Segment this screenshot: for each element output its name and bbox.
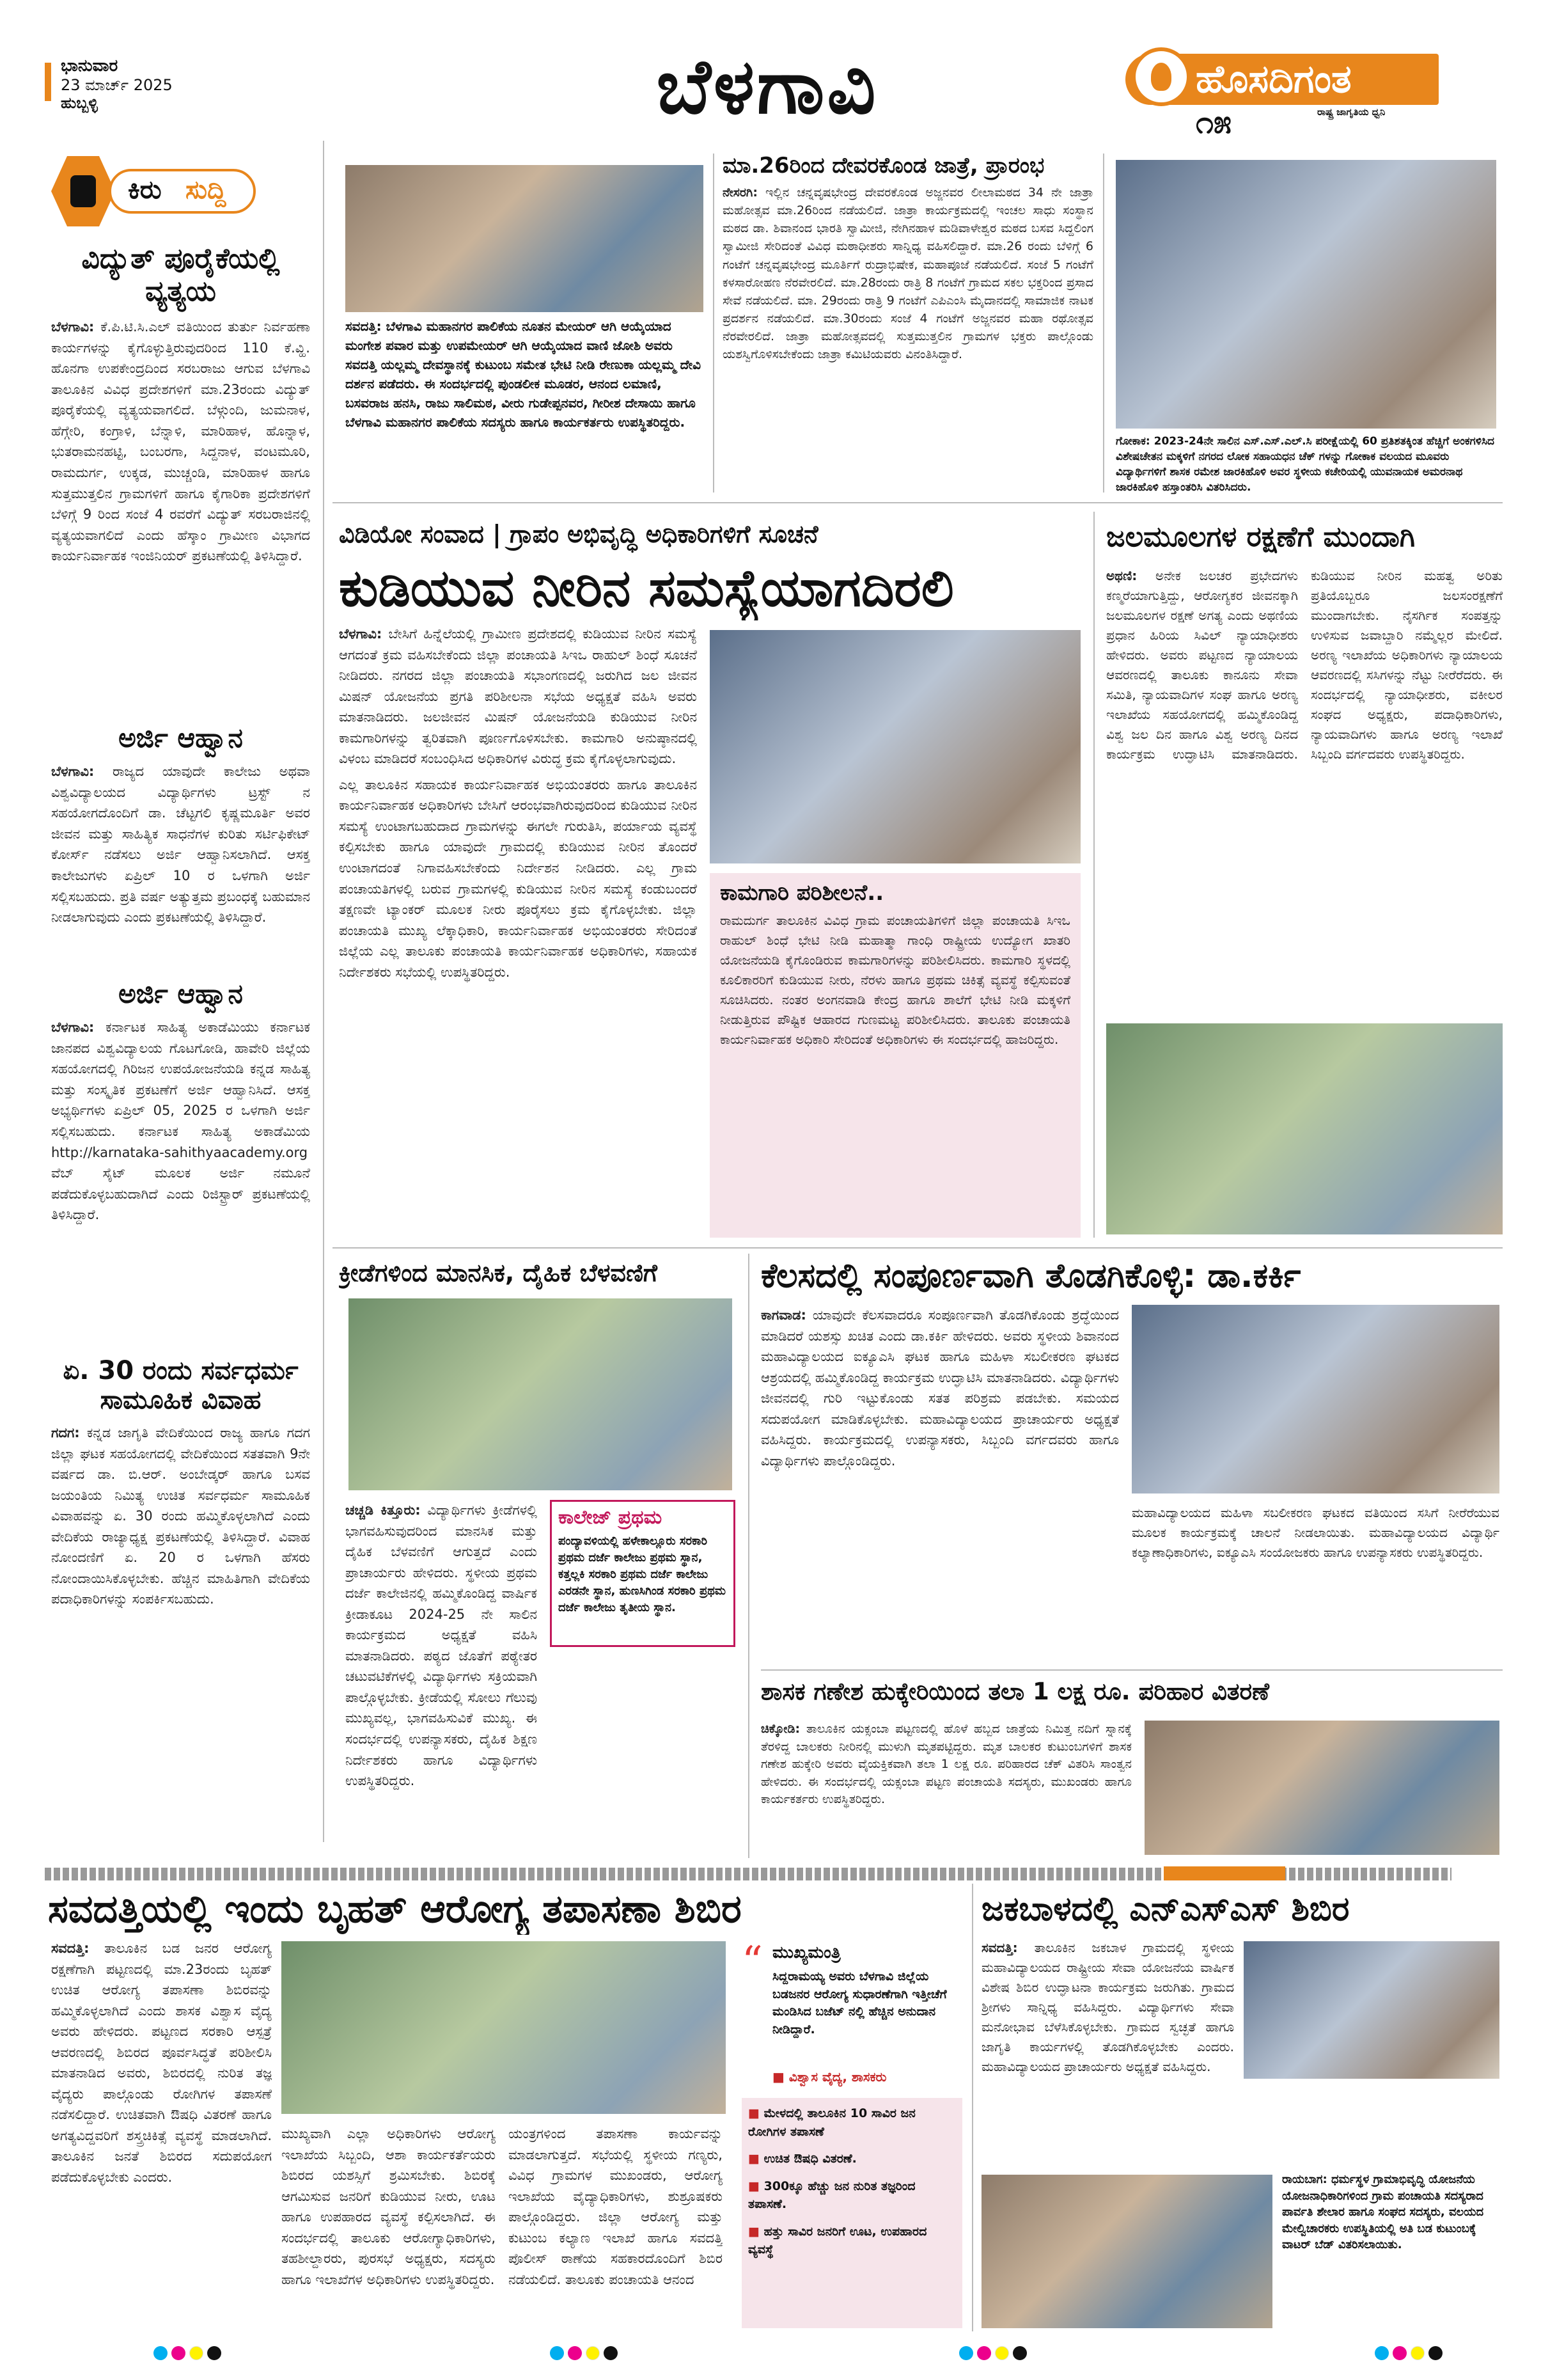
brief-2-loc: ಬೆಳಗಾವಿ:	[51, 764, 95, 780]
city-label: ಹುಬ್ಬಳ್ಳಿ	[61, 94, 98, 112]
emblem-icon	[1132, 47, 1191, 106]
sports-body	[345, 1500, 537, 1858]
sports-box-title: ಕಾಲೇಜ್ ಪ್ರಥಮ	[558, 1506, 662, 1529]
hukkeri-body	[761, 1721, 1132, 1858]
registration-dot	[568, 2346, 582, 2360]
registration-dot	[1393, 2346, 1407, 2360]
registration-dot	[977, 2346, 991, 2360]
brief-4-title: ಏ. 30 ರಂದು ಸರ್ವಧರ್ಮ ಸಾಮೂಹಿಕ ವಿವಾಹ	[63, 1356, 299, 1415]
kirusuddi-pill	[109, 169, 256, 214]
brief-3-text: ಕರ್ನಾಟಕ ಸಾಹಿತ್ಯ ಅಕಾಡೆಮಿಯು ಕರ್ನಾಟಕ ಜಾನಪದ ವಿಶ್ವವಿದ್ಯಾಲಯ ಗೊಟಗೋಡಿ, ಹಾವೇರಿ ಜಿಲ್ಲೆಯ ಸಹಯೋಗದಲ್ಲಿ ಗಿರಿಜನ ಉಪಯೋಜನೆಯಡಿ ಕನ್ನಡ ಸಾಹಿತ್ಯ ಮತ್ತು ಸಂಸ್ಕೃತಿಕ ಪ್ರಕಟಣೆಗೆ ಅರ್ಜಿ ಆಹ್ವಾನಿಸಿದೆ. ಆಸಕ್ತ ಅಭ್ಯರ್ಥಿಗಳು ಏಪ್ರಿಲ್ 05, 2025 ರ ಒಳಗಾಗಿ ಅರ್ಜಿ ಸಲ್ಲಿಸಬಹುದು. ಕರ್ನಾಟಕ ಸಾಹಿತ್ಯ ಅಕಾಡೆಮಿಯ http://karnataka-sahithyaacademy.org ವೆಬ್ ಸೈಟ್ ಮೂಲಕ ಅರ್ಜಿ ನಮೂನೆ ಪಡೆದುಕೊಳ್ಳಬಹುದಾಗಿದೆ ಎಂದು ರಿಜಿಸ್ಟ್ರಾರ್ ಪ್ರಕಟಣೆಯಲ್ಲಿ ತಿಳಿಸಿದ್ದಾರೆ.	[51, 1020, 310, 1223]
jala-text: ಅನೇಕ ಜಲಚರ ಪ್ರಭೇದಗಳು ಕಣ್ಮರೆಯಾಗುತ್ತಿದ್ದು, ಆರೋಗ್ಯಕರ ಜೀವನಕ್ಕಾಗಿ ಜಲಮೂಲಗಳ ರಕ್ಷಣೆ ಅಗತ್ಯ ಎಂದು ಅಥಣಿಯ ಪ್ರಧಾನ ಹಿರಿಯ ಸಿವಿಲ್ ನ್ಯಾಯಾಧೀಶರು ಹೇಳಿದರು. ಅವರು ಪಟ್ಟಣದ ನ್ಯಾಯಾಲಯ ಆವರಣದಲ್ಲಿ ತಾಲೂಕು ಕಾನೂನು ಸೇವಾ ಸಮಿತಿ, ನ್ಯಾಯವಾದಿಗಳ ಸಂಘ ಹಾಗೂ ಅರಣ್ಯ ಇಲಾಖೆಯ ಸಹಯೋಗದಲ್ಲಿ ಹಮ್ಮಿಕೊಂಡಿದ್ದ ವಿಶ್ವ ಜಲ ದಿನ ಹಾಗೂ ವಿಶ್ವ ಅರಣ್ಯ ದಿನದ ಕಾರ್ಯಕ್ರಮ ಉದ್ಘಾಟಿಸಿ ಮಾತನಾಡಿದರು. ಕುಡಿಯುವ ನೀರಿನ ಮಹತ್ವ ಅರಿತು ಪ್ರತಿಯೊಬ್ಬರೂ ಜಲಸಂರಕ್ಷಣೆಗೆ ಮುಂದಾಗಬೇಕು. ನೈಸರ್ಗಿಕ ಸಂಪತ್ತನ್ನು ಉಳಿಸುವ ಜವಾಬ್ದಾರಿ ನಮ್ಮೆಲ್ಲರ ಮೇಲಿದೆ. ಅರಣ್ಯ ಇಲಾಖೆಯ ಅಧಿಕಾರಿಗಳು ನ್ಯಾಯಾಲಯ ಆವರಣದಲ್ಲಿ ಸಸಿಗಳನ್ನು ನೆಟ್ಟು ನೀರೆರೆದರು. ಈ ಸಂದರ್ಭದಲ್ಲಿ ನ್ಯಾಯಾಧೀಶರು, ವಕೀಲರ ಸಂಘದ ಅಧ್ಯಕ್ಷರು, ಪದಾಧಿಕಾರಿಗಳು, ನ್ಯಾಯವಾದಿಗಳು ಹಾಗೂ ಅರಣ್ಯ ಇಲಾಖೆ ಸಿಬ್ಬಂದಿ ವರ್ಗದವರು ಉಪಸ್ಥಿತರಿದ್ದರು.	[1106, 568, 1503, 762]
health-text-1: ತಾಲೂಕಿನ ಬಡ ಜನರ ಆರೋಗ್ಯ ರಕ್ಷಣೆಗಾಗಿ ಪಟ್ಟಣದಲ್ಲಿ ಮಾ.23ರಂದು ಬೃಹತ್ ಉಚಿತ ಆರೋಗ್ಯ ತಪಾಸಣಾ ಶಿಬಿರವನ್ನು ಹಮ್ಮಿಕೊಳ್ಳಲಾಗಿದೆ ಎಂದು ಶಾಸಕ ವಿಶ್ವಾಸ ವೈದ್ಯ ಅವರು ಹೇಳಿದರು. ಪಟ್ಟಣದ ಸರಕಾರಿ ಆಸ್ಪತ್ರೆ ಆವರಣದಲ್ಲಿ ಶಿಬಿರದ ಪೂರ್ವಸಿದ್ಧತೆ ಪರಿಶೀಲಿಸಿ ಮಾತನಾಡಿದ ಅವರು, ಶಿಬಿರದಲ್ಲಿ ನುರಿತ ತಜ್ಞ ವೈದ್ಯರು ಪಾಲ್ಗೊಂಡು ರೋಗಿಗಳ ತಪಾಸಣೆ ನಡೆಸಲಿದ್ದಾರೆ. ಉಚಿತವಾಗಿ ಔಷಧಿ ವಿತರಣೆ ಹಾಗೂ ಅಗತ್ಯವಿದ್ದವರಿಗೆ ಶಸ್ತ್ರಚಿಕಿತ್ಸೆ ವ್ಯವಸ್ಥೆ ಮಾಡಲಾಗಿದೆ. ತಾಲೂಕಿನ ಜನತೆ ಶಿಬಿರದ ಸದುಪಯೋಗ ಪಡೆದುಕೊಳ್ಳಬೇಕು ಎಂದರು.	[51, 1941, 272, 2186]
kamagari-title: ಕಾಮಗಾರಿ ಪರಿಶೀಲನೆ..	[720, 880, 884, 906]
brief-3-title: ಅರ್ಜಿ ಆಹ್ವಾನ	[118, 979, 243, 1009]
raybag-caption: ರಾಯಬಾಗ: ಧರ್ಮಸ್ಥಳ ಗ್ರಾಮಾಭಿವೃದ್ಧಿ ಯೋಜನೆಯ ಯೋಜನಾಧಿಕಾರಿಗಳಿಂದ ಗ್ರಾಮ ಪಂಚಾಯತಿ ಸದಸ್ಯರಾದ ಪಾರ್ವತಿ ಶೇಲಾರ ಹಾಗೂ ಸಂಘದ ಸದಸ್ಯರು, ವಲಯದ ಮೇಲ್ವಿಚಾರಕರು ಉಪಸ್ಥಿತಿಯಲ್ಲಿ ಅತಿ ಬಡ ಕುಟುಂಬಕ್ಕೆ ವಾಟರ್ ಬೆಡ್ ವಿತರಿಸಲಾಯಿತು.	[1282, 2173, 1484, 2252]
suddi-label: ಸುದ್ದಿ	[185, 175, 226, 205]
registration-dot	[995, 2346, 1009, 2360]
mayor-caption: ಸವದತ್ತಿ: ಬೆಳಗಾವಿ ಮಹಾನಗರ ಪಾಲಿಕೆಯ ನೂತನ ಮೇಯರ್ ಆಗಿ ಆಯ್ಕೆಯಾದ ಮಂಗೇಶ ಪವಾರ ಮತ್ತು ಉಪಮೇಯರ್ ಆಗಿ ಆಯ್ಕೆಯಾದ ವಾಣಿ ಜೋಶಿ ಅವರು ಸವದತ್ತಿ ಯಲ್ಲಮ್ಮ ದೇವಸ್ಥಾನಕ್ಕೆ ಕುಟುಂಬ ಸಮೇತ ಭೇಟಿ ನೀಡಿ ರೇಣುಕಾ ಯಲ್ಲಮ್ಮ ದೇವಿ ದರ್ಶನ ಪಡೆದರು. ಈ ಸಂದರ್ಭದಲ್ಲಿ ಪುಂಡಲೀಕ ಮೂಡರ, ಆನಂದ ಲಮಾಣಿ, ಬಸವರಾಜ ಹನಸಿ, ರಾಜು ಸಾಲಿಮಠ, ವೀರು ಗುಡೇಪ್ಪನವರ, ಗೀರೀಶ ದೇಸಾಯಿ ಹಾಗೂ ಬೆಳಗಾವಿ ಮಹಾನಗರ ಪಾಲಿಕೆಯ ಸದಸ್ಯರು ಹಾಗೂ ಕಾರ್ಯಕರ್ತರು ಉಪಸ್ಥಿತರಿದ್ದರು.	[345, 319, 701, 430]
masthead-orange-bar	[45, 63, 51, 101]
karki-text: ಯಾವುದೇ ಕೆಲಸವಾದರೂ ಸಂಪೂರ್ಣವಾಗಿ ತೊಡಗಿಕೊಂಡು ಶ್ರದ್ಧೆಯಿಂದ ಮಾಡಿದರೆ ಯಶಸ್ಸು ಖಚಿತ ಎಂದು ಡಾ.ಕರ್ಕಿ ಹೇಳಿದರು. ಅವರು ಸ್ಥಳೀಯ ಶಿವಾನಂದ ಮಹಾವಿದ್ಯಾಲಯದ ಐಕ್ಯೂಎಸಿ ಘಟಕ ಹಾಗೂ ಮಹಿಳಾ ಸಬಲೀಕರಣ ಘಟಕದ ಆಶ್ರಯದಲ್ಲಿ ಹಮ್ಮಿಕೊಂಡಿದ್ದ ಕಾರ್ಯಕ್ರಮ ಉದ್ಘಾಟಿಸಿ ಮಾತನಾಡಿದರು. ವಿದ್ಯಾರ್ಥಿಗಳು ಜೀವನದಲ್ಲಿ ಗುರಿ ಇಟ್ಟುಕೊಂಡು ಸತತ ಪರಿಶ್ರಮ ಪಡಬೇಕು. ಸಮಯದ ಸದುಪಯೋಗ ಮಾಡಿಕೊಳ್ಳಬೇಕು. ಮಹಾವಿದ್ಯಾಲಯದ ಪ್ರಾಚಾರ್ಯರು ಅಧ್ಯಕ್ಷತೆ ವಹಿಸಿದ್ದರು. ಕಾರ್ಯಕ್ರಮದಲ್ಲಿ ಉಪನ್ಯಾಸಕರು, ಸಿಬ್ಬಂದಿ ವರ್ಗದವರು ಹಾಗೂ ವಿದ್ಯಾರ್ಥಿಗಳು ಪಾಲ್ಗೊಂಡಿದ್ದರು.	[761, 1307, 1119, 1469]
jala-loc: ಅಥಣಿ:	[1106, 568, 1138, 583]
health-point: ■ ಹತ್ತು ಸಾವಿರ ಜನರಿಗೆ ಊಟ, ಉಪಹಾರದ ವ್ಯವಸ್ಥೆ	[748, 2224, 927, 2257]
health-loc: ಸವದತ್ತಿ:	[51, 1941, 90, 1956]
jatre-story	[723, 154, 1093, 493]
lower-rule	[748, 1254, 749, 1858]
jala-title: ಜಲಮೂಲಗಳ ರಕ್ಷಣೆಗೆ ಮುಂದಾಗಿ	[1106, 521, 1415, 553]
mid-rule	[1093, 512, 1095, 1238]
sports-loc: ಚಚ್ಚಡಿ ಕಿತ್ತೂರು:	[345, 1502, 421, 1518]
jatre-loc: ನೇಸರಗಿ:	[723, 185, 758, 200]
health-col-1	[51, 1938, 272, 2328]
raybag-photo	[982, 2175, 1272, 2328]
left-column-rule	[323, 141, 324, 1842]
health-title: ಸವದತ್ತಿಯಲ್ಲಿ ಇಂದು ಬೃಹತ್ ಆರೋಗ್ಯ ತಪಾಸಣಾ ಶಿಬಿರ	[48, 1887, 742, 1932]
quote-text: ಸಿದ್ದರಾಮಯ್ಯ ಅವರು ಬೆಳಗಾವಿ ಜಿಲ್ಲೆಯ ಬಡಜನರ ಆರೋಗ್ಯ ಸುಧಾರಣೆಗಾಗಿ ಇತ್ತೀಚೆಗೆ ಮಂಡಿಸಿದ ಬಜೆಟ್ ನಲ್ಲಿ ಹೆಚ್ಚಿನ ಅನುದಾನ ನೀಡಿದ್ದಾರೆ.	[772, 1969, 947, 2037]
water-text-1: ಬೇಸಿಗೆ ಹಿನ್ನೆಲೆಯಲ್ಲಿ ಗ್ರಾಮೀಣ ಪ್ರದೇಶದಲ್ಲಿ ಕುಡಿಯುವ ನೀರಿನ ಸಮಸ್ಯೆ ಆಗದಂತೆ ಕ್ರಮ ವಹಿಸಬೇಕೆಂದು ಜಿಲ್ಲಾ ಪಂಚಾಯತಿ ಸಿಇಒ ರಾಹುಲ್ ಶಿಂಧೆ ಸೂಚನೆ ನೀಡಿದರು. ನಗರದ ಜಿಲ್ಲಾ ಪಂಚಾಯತಿ ಸಭಾಂಗಣದಲ್ಲಿ ಜರುಗಿದ ಜಲ ಜೀವನ ಮಿಷನ್ ಯೋಜನೆಯ ಪ್ರಗತಿ ಪರಿಶೀಲನಾ ಸಭೆಯ ಅಧ್ಯಕ್ಷತೆ ವಹಿಸಿ ಅವರು ಮಾತನಾಡಿದರು. ಜಲಜೀವನ ಮಿಷನ್ ಯೋಜನೆಯಡಿ ಕುಡಿಯುವ ನೀರಿನ ಕಾಮಗಾರಿಗಳನ್ನು ತ್ವರಿತವಾಗಿ ಪೂರ್ಣಗೊಳಿಸಬೇಕು. ಕಾಮಗಾರಿ ಅನುಷ್ಠಾನದಲ್ಲಿ ವಿಳಂಬ ಮಾಡಿದರೆ ಸಂಬಂಧಿಸಿದ ಅಧಿಕಾರಿಗಳ ವಿರುದ್ಧ ಕ್ರಮ ಕೈಗೊಳ್ಳಲಾಗುವುದು.	[339, 626, 697, 767]
bottom-orange-band	[1164, 1866, 1285, 1880]
brief-2	[51, 723, 310, 979]
karki-body	[761, 1305, 1119, 1663]
sports-title: ಕ್ರೀಡೆಗಳಿಂದ ಮಾನಸಿಕ, ದೈಹಿಕ ಬೆಳವಣಿಗೆ	[339, 1259, 657, 1287]
sports-photo	[348, 1298, 732, 1490]
page-number: ೧೫	[1196, 104, 1232, 141]
brief-2-title: ಅರ್ಜಿ ಆಹ್ವಾನ	[118, 723, 243, 753]
brief-4-text: ಕನ್ನಡ ಜಾಗೃತಿ ವೇದಿಕೆಯಿಂದ ರಾಜ್ಯ ಹಾಗೂ ಗದಗ ಜಿಲ್ಲಾ ಘಟಕ ಸಹಯೋಗದಲ್ಲಿ ವೇದಿಕೆಯಿಂದ ಸತತವಾಗಿ 9ನೇ ವರ್ಷದ ಡಾ. ಬಿ.ಆರ್. ಅಂಬೇಡ್ಕರ್ ಹಾಗೂ ಬಸವ ಜಯಂತಿಯ ನಿಮಿತ್ಯ ಉಚಿತ ಸರ್ವಧರ್ಮ ಸಾಮೂಹಿಕ ವಿವಾಹವನ್ನು ಏ. 30 ರಂದು ಹಮ್ಮಿಕೊಳ್ಳಲಾಗಿದೆ ಎಂದು ವೇದಿಕೆಯ ರಾಜ್ಯಾಧ್ಯಕ್ಷ ಪ್ರಕಟಣೆಯಲ್ಲಿ ತಿಳಿಸಿದ್ದಾರೆ. ವಿವಾಹ ನೋಂದಣಿಗೆ ಏ. 20 ರ ಒಳಗಾಗಿ ಹೆಸರು ನೋಂದಾಯಿಸಿಕೊಳ್ಳಬೇಕು. ಹೆಚ್ಚಿನ ಮಾಹಿತಿಗಾಗಿ ವೇದಿಕೆಯ ಪದಾಧಿಕಾರಿಗಳನ್ನು ಸಂಪರ್ಕಿಸಬಹುದು.	[51, 1425, 310, 1607]
water-title: ಕುಡಿಯುವ ನೀರಿನ ಸಮಸ್ಯೆಯಾಗದಿರಲಿ	[339, 558, 954, 618]
brief-3	[51, 979, 310, 1350]
masthead-dateline	[61, 56, 272, 127]
gokak-photo	[1116, 160, 1496, 429]
water-kicker: ವಿಡಿಯೋ ಸಂವಾದ | ಗ್ರಾಪಂ ಅಭಿವೃದ್ಧಿ ಅಧಿಕಾರಿಗಳಿಗೆ ಸೂಚನೆ	[339, 520, 818, 548]
mayor-photo	[345, 165, 703, 312]
water-text-2: ಎಲ್ಲ ತಾಲೂಕಿನ ಸಹಾಯಕ ಕಾರ್ಯನಿರ್ವಾಹಕ ಅಭಿಯಂತರರು ಹಾಗೂ ತಾಲೂಕಿನ ಕಾರ್ಯನಿರ್ವಾಹಕ ಅಧಿಕಾರಿಗಳು ಬೇಸಿಗೆ ಆರಂಭವಾಗಿರುವುದರಿಂದ ಕುಡಿಯುವ ನೀರಿನ ಸಮಸ್ಯೆ ಉಂಟಾಗಬಹುದಾದ ಗ್ರಾಮಗಳನ್ನು ಈಗಲೇ ಗುರುತಿಸಿ, ಪರ್ಯಾಯ ವ್ಯವಸ್ಥೆ ಕಲ್ಪಿಸಬೇಕು ಹಾಗೂ ಯಾವುದೇ ಗ್ರಾಮದಲ್ಲಿ ಕುಡಿಯುವ ನೀರಿನ ತೊಂದರೆ ಉಂಟಾಗದಂತೆ ನಿಗಾವಹಿಸಬೇಕೆಂದು ನಿರ್ದೇಶನ ನೀಡಿದರು. ಎಲ್ಲ ಗ್ರಾಮ ಪಂಚಾಯತಿಗಳಲ್ಲಿ ಬರುವ ಗ್ರಾಮಗಳಲ್ಲಿ ಕುಡಿಯುವ ನೀರಿನ ಸಮಸ್ಯೆ ಕಂಡುಬಂದರೆ ತಕ್ಷಣವೇ ಟ್ಯಾಂಕರ್ ಮೂಲಕ ನೀರು ಪೂರೈಸಲು ಕ್ರಮ ಕೈಗೊಳ್ಳಬೇಕು. ಜಿಲ್ಲಾ ಪಂಚಾಯತಿ ಮುಖ್ಯ ಲೆಕ್ಕಾಧಿಕಾರಿ, ಕಾರ್ಯನಿರ್ವಾಹಕ ಅಭಿಯಂತರರು ಸೇರಿದಂತೆ ಜಿಲ್ಲೆಯ ಎಲ್ಲ ತಾಲೂಕು ಪಂಚಾಯತಿ ಕಾರ್ಯನಿರ್ವಾಹಕ ಅಧಿಕಾರಿಗಳು, ಸಹಾಯಕ ನಿರ್ದೇಶಕರು ಸಭೆಯಲ್ಲಿ ಉಪಸ್ಥಿತರಿದ್ದರು.	[339, 776, 697, 980]
gokak-caption: ಗೋಕಾಕ: 2023-24ನೇ ಸಾಲಿನ ಎಸ್.ಎಸ್.ಎಲ್.ಸಿ ಪರೀಕ್ಷೆಯಲ್ಲಿ 60 ಪ್ರತಿಶತಕ್ಕಿಂತ ಹೆಚ್ಚಿಗೆ ಅಂಕಗಳಿಸಿದ ವಿಶೇಷಚೇತನ ಮಕ್ಕಳಿಗೆ ನಗರದ ಲೋಕ ಸಹಾಯಧನ ಚೆಕ್ ಗಳನ್ನು ಗೋಕಾಕ ವಲಯದ ಮೂವರು ವಿದ್ಯಾರ್ಥಿಗಳಿಗೆ ಶಾಸಕ ರಮೇಶ ಜಾರಕಿಹೊಳಿ ಅವರ ಸ್ಥಳೀಯ ಕಚೇರಿಯಲ್ಲಿ ಯುವನಾಯಕ ಅಮರನಾಥ ಜಾರಕಿಹೊಳಿ ಹಸ್ತಾಂತರಿಸಿ ವಿತರಿಸಿದರು.	[1116, 435, 1495, 494]
brief-3-loc: ಬೆಳಗಾವಿ:	[51, 1020, 95, 1036]
section-title: ಬೆಳಗಾವಿ	[656, 42, 879, 130]
registration-dot	[189, 2346, 203, 2360]
bullet-icon: ■	[748, 2224, 760, 2239]
karki-caption: ಮಹಾವಿದ್ಯಾಲಯದ ಮಹಿಳಾ ಸಬಲೀಕರಣ ಘಟಕದ ವತಿಯಿಂದ ಸಸಿಗೆ ನೀರೆರೆಯುವ ಮೂಲಕ ಕಾರ್ಯಕ್ರಮಕ್ಕೆ ಚಾಲನೆ ನೀಡಲಾಯಿತು. ಮಹಾವಿದ್ಯಾಲಯದ ವಿದ್ಯಾರ್ಥಿ ಕಲ್ಯಾಣಾಧಿಕಾರಿಗಳು, ಐಕ್ಯೂಎಸಿ ಸಂಯೋಜಕರು ಹಾಗೂ ಉಪನ್ಯಾಸಕರು ಉಪಸ್ಥಿತರಿದ್ದರು.	[1132, 1505, 1499, 1560]
jala-body	[1106, 566, 1503, 1014]
paper-logo	[1125, 45, 1439, 141]
quote-by: ■ ವಿಶ್ವಾಸ ವೈದ್ಯ, ಶಾಸಕರು	[772, 2069, 887, 2084]
karki-title: ಕೆಲಸದಲ್ಲಿ ಸಂಪೂರ್ಣವಾಗಿ ತೊಡಗಿಕೊಳ್ಳಿ: ಡಾ.ಕರ್ಕಿ	[761, 1257, 1301, 1295]
hukkeri-text: ತಾಲೂಕಿನ ಯಕ್ಸಂಬಾ ಪಟ್ಟಣದಲ್ಲಿ ಹೊಳೆ ಹಬ್ಬದ ಜಾತ್ರೆಯ ನಿಮಿತ್ತ ನದಿಗೆ ಸ್ನಾನಕ್ಕೆ ತೆರಳಿದ್ದ ಬಾಲಕರು ನೀರಿನಲ್ಲಿ ಮುಳುಗಿ ಮೃತಪಟ್ಟಿದ್ದರು. ಮೃತ ಬಾಲಕರ ಕುಟುಂಬಗಳಿಗೆ ಶಾಸಕ ಗಣೇಶ ಹುಕ್ಕೇರಿ ಅವರು ವೈಯಕ್ತಿಕವಾಗಿ ತಲಾ 1 ಲಕ್ಷ ರೂ. ಪರಿಹಾರದ ಚೆಕ್ ವಿತರಿಸಿ ಸಾಂತ್ವನ ಹೇಳಿದರು. ಈ ಸಂದರ್ಭದಲ್ಲಿ ಯಕ್ಸಂಬಾ ಪಟ್ಟಣ ಪಂಚಾಯತಿ ಸದಸ್ಯರು, ಮುಖಂಡರು ಹಾಗೂ ಕಾರ್ಯಕರ್ತರು ಉಪಸ್ಥಿತರಿದ್ದರು.	[761, 1722, 1132, 1807]
health-quote-box	[742, 1941, 962, 2328]
sports-box-text: ಪಂದ್ಯಾವಳಿಯಲ್ಲಿ ಹಳೇಕಾಲ್ಲೂರು ಸರಕಾರಿ ಪ್ರಥಮ ದರ್ಜೆ ಕಾಲೇಜು ಪ್ರಥಮ ಸ್ಥಾನ, ಕತ್ತಲ್ಲಕಿ ಸರಕಾರಿ ಪ್ರಥಮ ದರ್ಜೆ ಕಾಲೇಜು ಎರಡನೇ ಸ್ಥಾನ, ಹುಣಸಿಗಿಂಡ ಸರಕಾರಿ ಪ್ರಥಮ ದರ್ಜೆ ಕಾಲೇಜು ತೃತೀಯ ಸ್ಥಾನ.	[558, 1534, 726, 1614]
registration-dot	[1013, 2346, 1027, 2360]
nss-photo	[1244, 1941, 1499, 2079]
karki-photo	[1132, 1305, 1499, 1493]
nss-text: ತಾಲೂಕಿನ ಜಕಬಾಳ ಗ್ರಾಮದಲ್ಲಿ ಸ್ಥಳೀಯ ಮಹಾವಿದ್ಯಾಲಯದ ರಾಷ್ಟ್ರೀಯ ಸೇವಾ ಯೋಜನೆಯ ವಾರ್ಷಿಕ ವಿಶೇಷ ಶಿಬಿರ ಉದ್ಘಾಟನಾ ಕಾರ್ಯಕ್ರಮ ಜರುಗಿತು. ಗ್ರಾಮದ ಶ್ರೀಗಳು ಸಾನ್ನಿಧ್ಯ ವಹಿಸಿದ್ದರು. ವಿದ್ಯಾರ್ಥಿಗಳು ಸೇವಾ ಮನೋಭಾವ ಬೆಳೆಸಿಕೊಳ್ಳಬೇಕು. ಗ್ರಾಮದ ಸ್ವಚ್ಛತೆ ಹಾಗೂ ಜಾಗೃತಿ ಕಾರ್ಯಗಳಲ್ಲಿ ತೊಡಗಿಕೊಳ್ಳಬೇಕು ಎಂದರು. ಮಹಾವಿದ್ಯಾಲಯದ ಪ್ರಾಚಾರ್ಯರು ಅಧ್ಯಕ್ಷತೆ ವಹಿಸಿದ್ದರು.	[982, 1940, 1234, 2074]
registration-dot	[550, 2346, 564, 2360]
brief-1-title: ವಿದ್ಯುತ್ ಪೂರೈಕೆಯಲ್ಲಿ ವ್ಯತ್ಯಯ	[81, 243, 280, 308]
bullet-icon: ■	[748, 2179, 760, 2193]
health-point: ■ 300ಕ್ಕೂ ಹೆಚ್ಚು ಜನ ನುರಿತ ತಜ್ಞರಿಂದ ತಪಾಸಣೆ.	[748, 2179, 916, 2211]
hand-icon	[51, 156, 115, 226]
registration-dot	[586, 2346, 600, 2360]
registration-dot	[207, 2346, 221, 2360]
bottom-rule	[972, 1884, 973, 2331]
brief-1-loc: ಬೆಳಗಾವಿ:	[51, 319, 95, 335]
hukkeri-title: ಶಾಸಕ ಗಣೇಶ ಹುಕ್ಕೇರಿಯಿಂದ ತಲಾ 1 ಲಕ್ಷ ರೂ. ಪರಿಹಾರ ವಿತರಣೆ	[761, 1678, 1270, 1705]
hukkeri-photo	[1145, 1721, 1499, 1855]
registration-dot	[1428, 2346, 1443, 2360]
sports-box	[550, 1500, 735, 1647]
registration-dot	[1411, 2346, 1425, 2360]
day-label: ಭಾನುವಾರ	[61, 56, 118, 75]
quote-icon: “	[742, 1941, 763, 1985]
health-photo	[281, 1941, 726, 2114]
karki-rule	[761, 1669, 1503, 1671]
quote-by-text: ವಿಶ್ವಾಸ ವೈದ್ಯ, ಶಾಸಕರು	[788, 2069, 887, 2084]
bullet-icon: ■	[748, 2152, 760, 2166]
quote-label: ಮುಖ್ಯಮಂತ್ರಿ	[772, 1943, 841, 1962]
top-rule-2	[1103, 154, 1104, 493]
water-loc: ಬೆಳಗಾವಿ:	[339, 626, 382, 642]
mid-row-rule	[332, 1247, 1503, 1249]
meeting-photo	[710, 630, 1081, 863]
brief-4-loc: ಗದಗ:	[51, 1425, 80, 1440]
brief-4	[51, 1356, 310, 1842]
date-label: 23 ಮಾರ್ಚ್ 2025	[61, 76, 173, 94]
kamagari-text: ರಾಮದುರ್ಗ ತಾಲೂಕಿನ ವಿವಿಧ ಗ್ರಾಮ ಪಂಚಾಯತಿಗಳಿಗೆ ಜಿಲ್ಲಾ ಪಂಚಾಯತಿ ಸಿಇಒ ರಾಹುಲ್ ಶಿಂಧೆ ಭೇಟಿ ನೀಡಿ ಮಹಾತ್ಮಾ ಗಾಂಧಿ ರಾಷ್ಟ್ರೀಯ ಉದ್ಯೋಗ ಖಾತರಿ ಯೋಜನೆಯಡಿ ಕೈಗೊಂಡಿರುವ ಕಾಮಗಾರಿಗಳನ್ನು ಪರಿಶೀಲಿಸಿದರು. ಕಾಮಗಾರಿ ಸ್ಥಳದಲ್ಲಿ ಕೂಲಿಕಾರರಿಗೆ ಕುಡಿಯುವ ನೀರು, ನೆರಳು ಹಾಗೂ ಪ್ರಥಮ ಚಿಕಿತ್ಸೆ ವ್ಯವಸ್ಥೆ ಕಲ್ಪಿಸುವಂತೆ ಸೂಚಿಸಿದರು. ನಂತರ ಅಂಗನವಾಡಿ ಕೇಂದ್ರ ಹಾಗೂ ಶಾಲೆಗೆ ಭೇಟಿ ನೀಡಿ ಮಕ್ಕಳಿಗೆ ನೀಡುತ್ತಿರುವ ಪೌಷ್ಟಿಕ ಆಹಾರದ ಗುಣಮಟ್ಟ ಪರಿಶೀಲಿಸಿದರು. ತಾಲೂಕು ಪಂಚಾಯತಿ ಕಾರ್ಯನಿರ್ವಾಹಕ ಅಧಿಕಾರಿ ಸೇರಿದಂತೆ ಅಧಿಕಾರಿಗಳು ಈ ಸಂದರ್ಭದಲ್ಲಿ ಹಾಜರಿದ್ದರು.	[720, 913, 1070, 1048]
paper-name: ಹೊಸದಿಗಂತ	[1196, 57, 1352, 102]
health-col-2: ಮುಖ್ಯವಾಗಿ ಎಲ್ಲಾ ಅಧಿಕಾರಿಗಳು ಆರೋಗ್ಯ ಇಲಾಖೆಯ ಸಿಬ್ಬಂದಿ, ಆಶಾ ಕಾರ್ಯಕರ್ತೆಯರು ಶಿಬಿರದ ಯಶಸ್ಸಿಗೆ ಶ್ರಮಿಸಬೇಕು. ಶಿಬಿರಕ್ಕೆ ಆಗಮಿಸುವ ಜನರಿಗೆ ಕುಡಿಯುವ ನೀರು, ಊಟ ಹಾಗೂ ಉಪಹಾರದ ವ್ಯವಸ್ಥೆ ಕಲ್ಪಿಸಲಾಗಿದೆ. ಈ ಸಂದರ್ಭದಲ್ಲಿ ತಾಲೂಕು ಆರೋಗ್ಯಾಧಿಕಾರಿಗಳು, ತಹಶೀಲ್ದಾರರು, ಪುರಸಭೆ ಅಧ್ಯಕ್ಷರು, ಸದಸ್ಯರು ಹಾಗೂ ಇಲಾಖೆಗಳ ಅಧಿಕಾರಿಗಳು ಉಪಸ್ಥಿತರಿದ್ದರು.	[281, 2126, 496, 2287]
registration-dot	[1375, 2346, 1389, 2360]
registration-dot	[959, 2346, 973, 2360]
paper-tagline: ರಾಷ್ಟ್ರ ಜಾಗೃತಿಯ ಧ್ವನಿ	[1317, 106, 1386, 118]
nss-body	[982, 1938, 1234, 2168]
points-panel	[742, 2098, 962, 2328]
registration-dot	[171, 2346, 185, 2360]
brief-2-text: ರಾಜ್ಯದ ಯಾವುದೇ ಕಾಲೇಜು ಅಥವಾ ವಿಶ್ವವಿದ್ಯಾಲಯದ ವಿದ್ಯಾರ್ಥಿಗಳು ಟ್ರಸ್ಟ್ ನ ಸಹಯೋಗದೊಂದಿಗೆ ಡಾ. ಚೆಟ್ಟಗಲಿ ಕೃಷ್ಣಮೂರ್ತಿ ಅವರ ಜೀವನ ಮತ್ತು ಸಾಹಿತ್ಯಿಕ ಸಾಧನೆಗಳ ಕುರಿತು ಸರ್ಟಿಫಿಕೇಟ್ ಕೋರ್ಸ್ ನಡೆಸಲು ಅರ್ಜಿ ಆಹ್ವಾನಿಸಲಾಗಿದೆ. ಆಸಕ್ತ ಕಾಲೇಜುಗಳು ಏಪ್ರಿಲ್ 10 ರ ಒಳಗಾಗಿ ಅರ್ಜಿ ಸಲ್ಲಿಸಬಹುದು. ಪ್ರತಿ ವರ್ಷ ಅತ್ಯುತ್ತಮ ಪ್ರಬಂಧಕ್ಕೆ ಬಹುಮಾನ ನೀಡಲಾಗುವುದು ಎಂದು ಪ್ರಕಟಣೆಯಲ್ಲಿ ತಿಳಿಸಿದ್ದಾರೆ.	[51, 764, 310, 926]
jatre-text: ಇಲ್ಲಿನ ಚನ್ನವೃಷಭೇಂದ್ರ ದೇವರಕೊಂಡ ಅಜ್ಜನವರ ಲೀಲಾಮಠದ 34 ನೇ ಜಾತ್ರಾ ಮಹೋತ್ಸವ ಮಾ.26ರಿಂದ ನಡೆಯಲಿದೆ. ಜಾತ್ರಾ ಕಾರ್ಯಕ್ರಮದಲ್ಲಿ ಇಂಚಲ ಸಾಧು ಸಂಸ್ಥಾನ ಮಠದ ಡಾ. ಶಿವಾನಂದ ಭಾರತಿ ಸ್ವಾಮೀಜಿ, ನೇಗಿನಹಾಳ ಮಡಿವಾಳೇಶ್ವರ ಮಠದ ಬಸವ ಸಿದ್ದಲಿಂಗ ಸ್ವಾಮೀಜಿ ಸೇರಿದಂತೆ ವಿವಿಧ ಮಠಾಧೀಶರು ಸಾನ್ನಿಧ್ಯ ವಹಿಸಲಿದ್ದಾರೆ. ಮಾ.26 ರಂದು ಬೆಳಿಗ್ಗೆ 6 ಗಂಟೆಗೆ ಚನ್ನವೃಷಭೇಂದ್ರ ಮೂರ್ತಿಗೆ ರುದ್ರಾಭಿಷೇಕ, ಮಹಾಪೂಜೆ ನಡೆಯಲಿದೆ. ಸಂಜೆ 5 ಗಂಟೆಗೆ ಕಳಸಾರೋಹಣ ನೆರವೇರಲಿದೆ. ಮಾ.28ರಂದು ರಾತ್ರಿ 8 ಗಂಟೆಗೆ ಗ್ರಾಮದ ಸಕಲ ಭಕ್ತರಿಂದ ಪ್ರಸಾದ ಸೇವೆ ನಡೆಯಲಿದೆ. ಮಾ. 29ರಂದು ರಾತ್ರಿ 9 ಗಂಟೆಗೆ ಎಪಿಎಂಸಿ ಮೈದಾನದಲ್ಲಿ ಸಾಮಾಜಿಕ ನಾಟಕ ಪ್ರದರ್ಶನ ನಡೆಯಲಿದೆ. ಮಾ.30ರಂದು ಸಂಜೆ 4 ಗಂಟೆಗೆ ಅಜ್ಜನವರ ಮಹಾ ರಥೋತ್ಸವ ನೆರವೇರಲಿದೆ. ಜಾತ್ರಾ ಮಹೋತ್ಸವದಲ್ಲಿ ಸುತ್ತಮುತ್ತಲಿನ ಗ್ರಾಮಗಳ ಭಕ್ತರು ಪಾಲ್ಗೊಂಡು ಯಶಸ್ವಿಗೊಳಿಸಬೇಕೆಂದು ಜಾತ್ರಾ ಕಮಿಟಿಯವರು ವಿನಂತಿಸಿದ್ದಾರೆ.	[723, 185, 1093, 362]
hukkeri-loc: ಚಿಕ್ಕೋಡಿ:	[761, 1722, 801, 1736]
kiru-label: ಕಿರು	[128, 175, 162, 205]
nss-title: ಜಕಬಾಳದಲ್ಲಿ ಎನ್‌ಎಸ್‌ಎಸ್ ಶಿಬಿರ	[982, 1890, 1350, 1928]
jatre-title: ಮಾ.26ರಿಂದ ದೇವರಕೊಂಡ ಜಾತ್ರೆ, ಪ್ರಾರಂಭ	[723, 154, 1045, 178]
health-col-3: ಯಂತ್ರಗಳಿಂದ ತಪಾಸಣಾ ಕಾರ್ಯವನ್ನು ಮಾಡಲಾಗುತ್ತದೆ. ಸಭೆಯಲ್ಲಿ ಸ್ಥಳೀಯ ಗಣ್ಯರು, ವಿವಿಧ ಗ್ರಾಮಗಳ ಮುಖಂಡರು, ಆರೋಗ್ಯ ಇಲಾಖೆಯ ವೈದ್ಯಾಧಿಕಾರಿಗಳು, ಶುಶ್ರೂಷಕರು ಪಾಲ್ಗೊಂಡಿದ್ದರು. ಜಿಲ್ಲಾ ಆರೋಗ್ಯ ಮತ್ತು ಕುಟುಂಬ ಕಲ್ಯಾಣ ಇಲಾಖೆ ಹಾಗೂ ಸವದತ್ತಿ ಪೊಲೀಸ್ ಠಾಣೆಯ ಸಹಕಾರದೊಂದಿಗೆ ಶಿಬಿರ ನಡೆಯಲಿದೆ. ತಾಲೂಕು ಪಂಚಾಯತಿ ಆನಂದ	[508, 2126, 723, 2287]
top-row-rule	[332, 502, 1503, 503]
registration-dot	[604, 2346, 618, 2360]
brief-1-text: ಕೆ.ಪಿ.ಟಿ.ಸಿ.ಎಲ್ ವತಿಯಿಂದ ತುರ್ತು ನಿರ್ವಹಣಾ ಕಾರ್ಯಗಳನ್ನು ಕೈಗೊಳ್ಳುತ್ತಿರುವುದರಿಂದ 110 ಕೆ.ವ್ಹಿ. ಹೊನಗಾ ಉಪಕೇಂದ್ರದಿಂದ ಸರಬರಾಜು ಆಗುವ ಬೆಳಗಾವಿ ತಾಲೂಕಿನ ವಿವಿಧ ಪ್ರದೇಶಗಳಿಗೆ ಮಾ.23ರಂದು ವಿದ್ಯುತ್ ಪೂರೈಕೆಯಲ್ಲಿ ವ್ಯತ್ಯಯವಾಗಲಿದೆ. ಬೆಳ್ಗುಂದಿ, ಜುಮನಾಳ, ಹೆಗ್ಗೇರಿ, ಕಂಗ್ರಾಳಿ, ಬೆನ್ನಾಳಿ, ಮಾರಿಹಾಳ, ಹೊನ್ನಾಳ, ಭುತರಾಮನಹಟ್ಟಿ, ಬಂಬರಗಾ, ಸಿದ್ದನಾಳ, ವಂಟಮೂರಿ, ರಾಮದುರ್ಗ, ಉಕ್ಕಡ, ಮುಚ್ಚಂಡಿ, ಮಾರಿಹಾಳ ಹಾಗೂ ಸುತ್ತಮುತ್ತಲಿನ ಗ್ರಾಮಗಳಿಗೆ ಹಾಗೂ ಕೈಗಾರಿಕಾ ಪ್ರದೇಶಗಳಿಗೆ ಬೆಳಿಗ್ಗೆ 9 ರಿಂದ ಸಂಜೆ 4 ರವರೆಗೆ ವಿದ್ಯುತ್ ಸರಬರಾಜಿನಲ್ಲಿ ವ್ಯತ್ಯಯವಾಗಲಿದೆ ಎಂದು ಹೆಸ್ಕಾಂ ಗ್ರಾಮೀಣ ವಿಭಾಗದ ಕಾರ್ಯನಿರ್ವಾಹಕ ಇಂಜಿನಿಯರ್ ಪ್ರಕಟಣೆಯಲ್ಲಿ ತಿಳಿಸಿದ್ದಾರೆ.	[51, 319, 310, 564]
sports-text: ವಿದ್ಯಾರ್ಥಿಗಳು ಕ್ರೀಡೆಗಳಲ್ಲಿ ಭಾಗವಹಿಸುವುದರಿಂದ ಮಾನಸಿಕ ಮತ್ತು ದೈಹಿಕ ಬೆಳವಣಿಗೆ ಆಗುತ್ತದೆ ಎಂದು ಪ್ರಾಚಾರ್ಯರು ಹೇಳಿದರು. ಸ್ಥಳೀಯ ಪ್ರಥಮ ದರ್ಜೆ ಕಾಲೇಜಿನಲ್ಲಿ ಹಮ್ಮಿಕೊಂಡಿದ್ದ ವಾರ್ಷಿಕ ಕ್ರೀಡಾಕೂಟ 2024-25 ನೇ ಸಾಲಿನ ಕಾರ್ಯಕ್ರಮದ ಅಧ್ಯಕ್ಷತೆ ವಹಿಸಿ ಮಾತನಾಡಿದರು. ಪಠ್ಯದ ಜೊತೆಗೆ ಪಠ್ಯೇತರ ಚಟುವಟಿಕೆಗಳಲ್ಲಿ ವಿದ್ಯಾರ್ಥಿಗಳು ಸಕ್ರಿಯವಾಗಿ ಪಾಲ್ಗೊಳ್ಳಬೇಕು. ಕ್ರೀಡೆಯಲ್ಲಿ ಸೋಲು ಗೆಲುವು ಮುಖ್ಯವಲ್ಲ, ಭಾಗವಹಿಸುವಿಕೆ ಮುಖ್ಯ. ಈ ಸಂದರ್ಭದಲ್ಲಿ ಉಪನ್ಯಾಸಕರು, ದೈಹಿಕ ಶಿಕ್ಷಣ ನಿರ್ದೇಶಕರು ಹಾಗೂ ವಿದ್ಯಾರ್ಥಿಗಳು ಉಪಸ್ಥಿತರಿದ್ದರು.	[345, 1502, 537, 1789]
jala-photo	[1106, 1023, 1503, 1234]
nss-loc: ಸವದತ್ತಿ:	[982, 1940, 1018, 1955]
registration-dot	[153, 2346, 168, 2360]
karki-loc: ಕಾಗವಾಡ:	[761, 1307, 806, 1323]
kirusuddi-badge	[51, 154, 307, 230]
bullet-icon: ■	[748, 2106, 760, 2120]
top-rule-1	[713, 154, 714, 493]
health-point: ■ ಉಚಿತ ಔಷಧಿ ವಿತರಣೆ.	[748, 2152, 857, 2166]
health-point: ■ ಮೇಳದಲ್ಲಿ ತಾಲೂಕಿನ 10 ಸಾವಿರ ಜನ ರೋಗಿಗಳ ತಪಾಸಣೆ	[748, 2106, 916, 2139]
water-col-1	[339, 624, 697, 1238]
kamagari-box	[710, 873, 1081, 1238]
